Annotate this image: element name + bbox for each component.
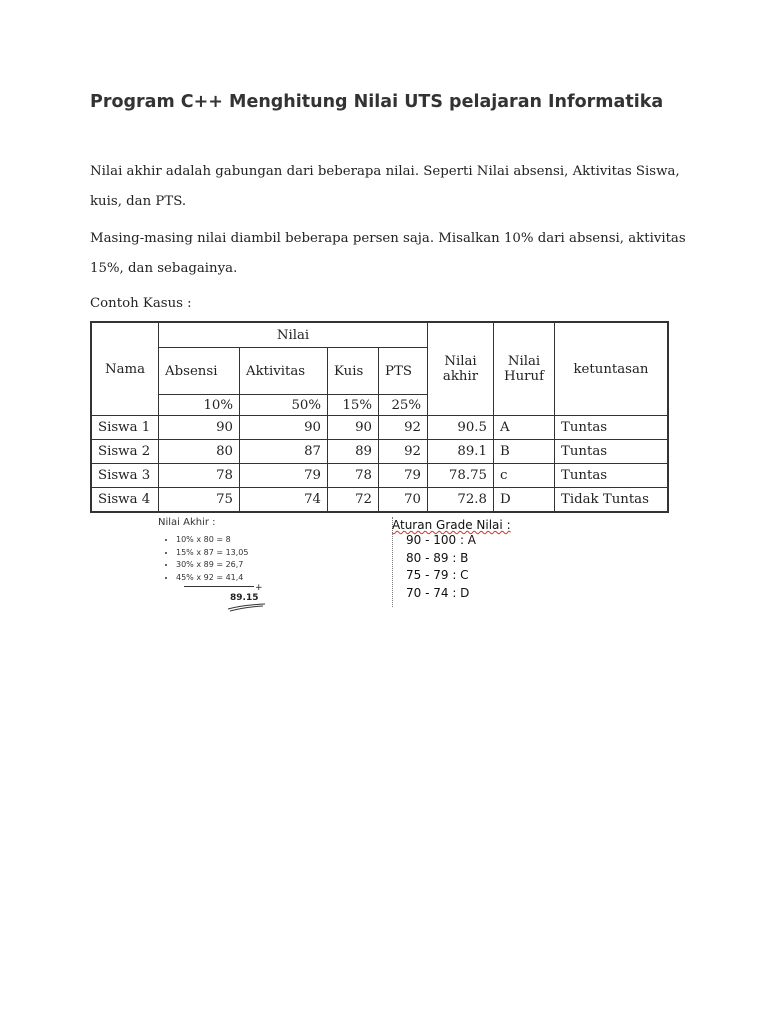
cell-akhir: 78.75 xyxy=(428,464,494,488)
header-pts: PTS xyxy=(379,348,428,395)
grade-rules-title: Aturan Grade Nilai : xyxy=(392,518,511,532)
cell-pts: 70 xyxy=(379,488,428,513)
cell-huruf: D xyxy=(494,488,555,513)
header-absensi: Absensi xyxy=(159,348,240,395)
cell-akhir: 89.1 xyxy=(428,440,494,464)
table-row xyxy=(91,488,668,513)
grade-rule-row: 70 - 74 : D xyxy=(406,585,470,600)
page-title: Program C++ Menghitung Nilai UTS pelajaran Informatika xyxy=(90,92,664,112)
cell-nama: Siswa 4 xyxy=(91,488,159,513)
calc-note-item: • 45% x 92 = 41,4 xyxy=(176,572,248,585)
paragraph-intro: Nilai akhir adalah gabungan dari beberapa nilai. Seperti Nilai absensi, Aktivitas Siswa, kuis, dan PTS. xyxy=(90,164,680,209)
cell-akhir: 72.8 xyxy=(428,488,494,513)
header-aktivitas: Aktivitas xyxy=(240,348,328,395)
cell-huruf: c xyxy=(494,464,555,488)
table-row xyxy=(91,464,668,488)
header-nama: Nama xyxy=(91,322,159,416)
cell-pts: 79 xyxy=(379,464,428,488)
paragraph-percent: Masing-masing nilai diambil beberapa persen saja. Misalkan 10% dari absensi, aktivitas 15%, dan sebagainya. xyxy=(90,231,686,276)
cell-absensi: 78 xyxy=(159,464,240,488)
cell-pts: 92 xyxy=(379,416,428,440)
weight-aktivitas: 50% xyxy=(240,395,328,416)
cell-nama: Siswa 1 xyxy=(91,416,159,440)
cell-absensi: 80 xyxy=(159,440,240,464)
table-row xyxy=(91,440,668,464)
cell-nama: Siswa 2 xyxy=(91,440,159,464)
sum-divider xyxy=(184,586,254,587)
cell-kuis: 90 xyxy=(328,416,379,440)
grade-rules-note xyxy=(392,518,511,602)
grade-rule-row: 75 - 79 : C xyxy=(406,568,469,582)
header-nilai-huruf: Nilai Huruf xyxy=(494,322,555,416)
cell-aktivitas: 87 xyxy=(240,440,328,464)
cell-aktivitas: 74 xyxy=(240,488,328,513)
weight-pts: 25% xyxy=(379,395,428,416)
grades-table xyxy=(90,321,669,513)
cell-ketuntasan: Tuntas xyxy=(555,416,669,440)
cell-absensi: 90 xyxy=(159,416,240,440)
cell-kuis: 78 xyxy=(328,464,379,488)
cell-absensi: 75 xyxy=(159,488,240,513)
calculation-note xyxy=(158,517,248,584)
grade-rule-row: 90 - 100 : A xyxy=(406,533,477,547)
underline-scribble-icon xyxy=(227,602,267,612)
calc-total: 89.15 xyxy=(230,593,259,603)
cell-akhir: 90.5 xyxy=(428,416,494,440)
calc-note-item: • 30% x 89 = 26,7 xyxy=(176,559,248,572)
calc-note-item: • 10% x 80 = 8 xyxy=(176,534,248,547)
cell-huruf: B xyxy=(494,440,555,464)
cell-ketuntasan: Tuntas xyxy=(555,464,669,488)
cell-pts: 92 xyxy=(379,440,428,464)
cell-aktivitas: 90 xyxy=(240,416,328,440)
header-ketuntasan: ketuntasan xyxy=(555,322,669,416)
plus-sign: + xyxy=(255,583,263,593)
header-nilai-akhir: Nilai akhir xyxy=(428,322,494,416)
header-nilai: Nilai xyxy=(159,322,428,348)
cell-kuis: 72 xyxy=(328,488,379,513)
weight-kuis: 15% xyxy=(328,395,379,416)
table-row xyxy=(91,416,668,440)
calc-note-item: • 15% x 87 = 13,05 xyxy=(176,547,248,560)
weight-absensi: 10% xyxy=(159,395,240,416)
cell-nama: Siswa 3 xyxy=(91,464,159,488)
cell-ketuntasan: Tuntas xyxy=(555,440,669,464)
grade-rule-row: 80 - 89 : B xyxy=(406,550,469,565)
paragraph-example-label: Contoh Kasus : xyxy=(90,296,192,311)
cell-ketuntasan: Tidak Tuntas xyxy=(555,488,669,513)
cell-aktivitas: 79 xyxy=(240,464,328,488)
calc-note-title: Nilai Akhir : xyxy=(158,517,216,528)
cell-huruf: A xyxy=(494,416,555,440)
calc-note-list xyxy=(176,534,248,584)
cell-kuis: 89 xyxy=(328,440,379,464)
header-kuis: Kuis xyxy=(328,348,379,395)
